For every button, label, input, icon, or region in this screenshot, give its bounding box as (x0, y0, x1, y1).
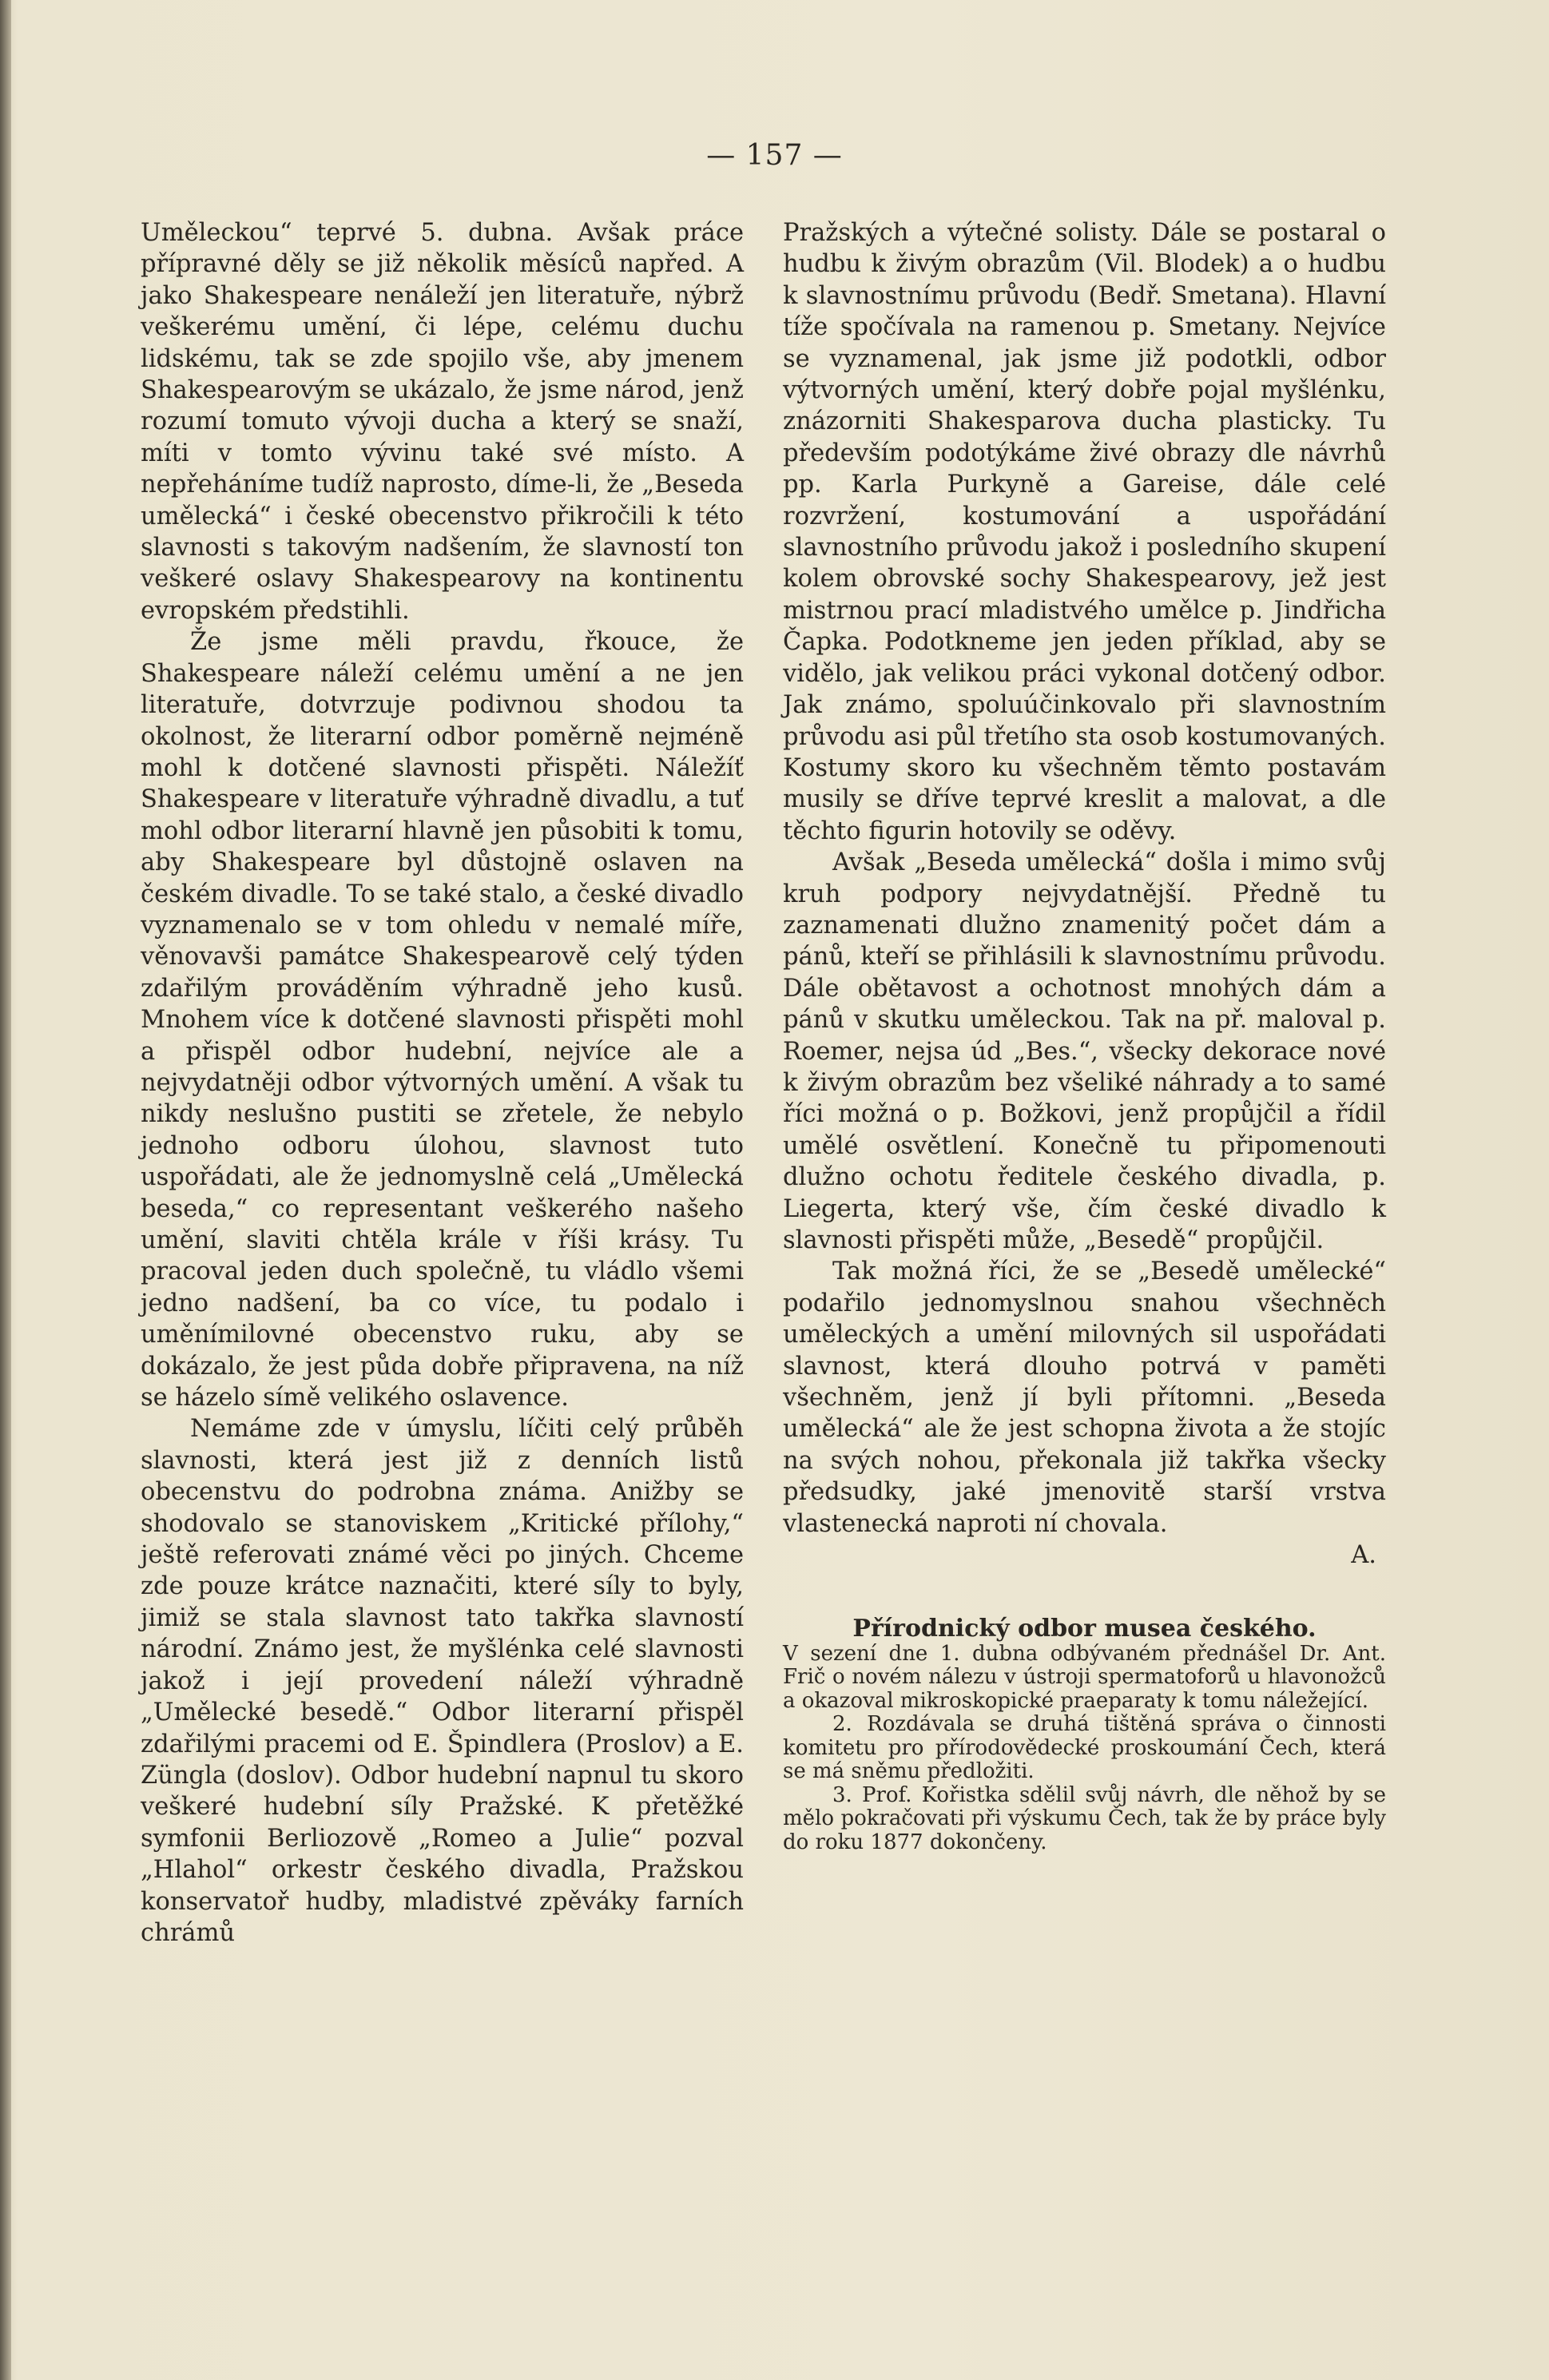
paragraph: Že jsme měli pravdu, řkouce, že Shakespeare náleží celému umění a ne jen literatuře, dotvrzuje podivnou shodou ta okolnost, že literarní odbor poměrně nejméně mohl k dotčené slavnosti přispěti. Náležíť Shakespeare v literatuře výhradně divadlu, a tuť mohl odbor literarní hlavně jen působiti k tomu, aby Shakespeare byl důstojně oslaven na českém divadle. To se také stalo, a české divadlo vyznamenalo se v tom ohledu v nemalé míře, věnovavši památce Shakespearově celý týden zdařilým prováděním výhradně jeho kusů. Mnohem více k dotčené slavnosti přispěti mohl a přispěl odbor hudební, nejvíce ale a nejvydatněji odbor výtvorných umění. A však tu nikdy neslušno pustiti se zřetele, že nebylo jednoho odboru úlohou, slavnost tuto uspořádati, ale že jednomyslně celá „Umělecká beseda,“ co representant veškerého našeho umění, slaviti chtěla krále v říši krásy. Tu pracoval jeden duch společně, tu vládlo všemi jedno nadšení, ba co více, tu podalo i uměnímilovné obecenstvo ruku, aby se dokázalo, že jest půda dobře připravena, na níž se házelo símě velikého oslavence. (141, 628, 744, 1413)
notice-item: 2. Rozdávala se druhá tištěná správa o činnosti komitetu pro přírodovědecké proskoumání Čech, která se má sněmu předložiti. (783, 1712, 1386, 1784)
paragraph: Pražských a výtečné solisty. Dále se postaral o hudbu k živým obrazům (Vil. Blodek) a o hudbu k slavnostnímu průvodu (Bedř. Smetana). Hlavní tíže spočívala na ramenou p. Smetany. Nejvíce se vyznamenal, jak jsme již podotkli, odbor výtvorných umění, který dobře pojal myšlénku, znázorniti Shakesparova ducha plasticky. Tu především podotýkáme živé obrazy dle návrhů pp. Karla Purkyně a Gareise, dále celé rozvržení, kostumování a uspořádání slavnostního průvodu jakož i posledního skupení kolem obrovské sochy Shakespearovy, jež jest mistrnou prací mladistvého umělce p. Jindřicha Čapka. Podotkneme jen jeden příklad, aby se vidělo, jak velikou práci vykonal dotčený odbor. Jak známo, spoluúčinkovalo při slavnostním průvodu asi půl třetího sta osob kostumovaných. Kostumy skoro ku všechněm těmto postavám musily se dříve teprvé kreslit a malovat, a dle těchto figurin hotovily se oděvy. (783, 219, 1386, 845)
notice-item: V sezení dne 1. dubna odbývaném přednášel Dr. Ant. Frič o novém nálezu v ústroji spermatoforů u hlavonožců a okazoval mikroskopické praeparaty k tomu náležející. (783, 1641, 1386, 1713)
museum-notice (783, 1617, 1386, 1854)
notice-title: Přírodnický odbor musea českého. (852, 1615, 1317, 1643)
page-spine-shadow (0, 0, 11, 2380)
page-number: — 157 — (706, 139, 843, 172)
right-column (783, 217, 1386, 1854)
left-column (141, 217, 744, 1949)
paragraph: Uměleckou“ teprvé 5. dubna. Avšak práce přípravné děly se již několik měsíců napřed. A jako Shakespeare nenáleží jen literatuře, nýbrž veškerému umění, či lépe, celému duchu lidskému, tak se zde spojilo vše, aby jmenem Shakespearovým se ukázalo, že jsme národ, jenž rozumí tomuto vývoji ducha a který se snaží, míti v tomto vývinu také své místo. A nepřeháníme tudíž naprosto, díme-li, že „Beseda umělecká“ i české obecenstvo přikročili k této slavnosti s takovým nadšením, že slavností ton veškeré oslavy Shakespearovy na kontinentu evropském předstihli. (141, 219, 744, 625)
paragraph: Nemáme zde v úmyslu, líčiti celý průběh slavnosti, která jest již z denních listů obecenstvu do podrobna známa. Anižby se shodovalo se stanoviskem „Kritické přílohy,“ ještě referovati známé věci po jiných. Chceme zde pouze krátce naznačiti, které síly to byly, jimiž se stala slavnost tato takřka slavností národní. Známo jest, že myšlénka celé slavnosti jakož i její provedení náleží výhradně „Umělecké besedě.“ Odbor literarní přispěl zdařilými pracemi od E. Špindlera (Proslov) a E. Züngla (doslov). Odbor hudební napnul tu skoro veškeré hudební síly Pražské. K přetěžké symfonii Berliozově „Romeo a Julie“ pozval „Hlahol“ orkestr českého divadla, Pražskou konservatoř hudby, mladistvé zpěváky farních chrámů (141, 1415, 744, 1947)
author-signature: A. (1351, 1541, 1376, 1570)
notice-item: 3. Prof. Kořistka sdělil svůj návrh, dle něhož by se mělo pokračovati při výskumu Čech, tak že by práce byly do roku 1877 dokončeny. (783, 1782, 1386, 1854)
paragraph: Avšak „Beseda umělecká“ došla i mimo svůj kruh podpory nejvydatnější. Předně tu zaznamenati dlužno znamenitý počet dám a pánů, kteří se přihlásili k slavnostnímu průvodu. Dále obětavost a ochotnost mnohých dám a pánů v skutku uměleckou. Tak na př. maloval p. Roemer, nejsa úd „Bes.“, všecky dekorace nové k živým obrazům bez všeliké náhrady a to samé říci možná o p. Božkovi, jenž propůjčil a řídil umělé osvětlení. Konečně tu připomenouti dlužno ochotu ředitele českého divadla, p. Liegerta, který vše, čím české divadlo k slavnosti přispěti může, „Besedě“ propůjčil. (783, 848, 1386, 1254)
paragraph: Tak možná říci, že se „Besedě umělecké“ podařilo jednomyslnou snahou všechněch uměleckých a umění milovných sil uspořádati slavnost, která dlouho potrvá v paměti všechněm, jenž jí byli přítomni. „Beseda umělecká“ ale že jest schopna života a že stojíc na svých nohou, překonala již takřka všecky předsudky, jaké jmenovitě starší vrstva vlastenecká naproti ní chovala. (783, 1258, 1386, 1538)
